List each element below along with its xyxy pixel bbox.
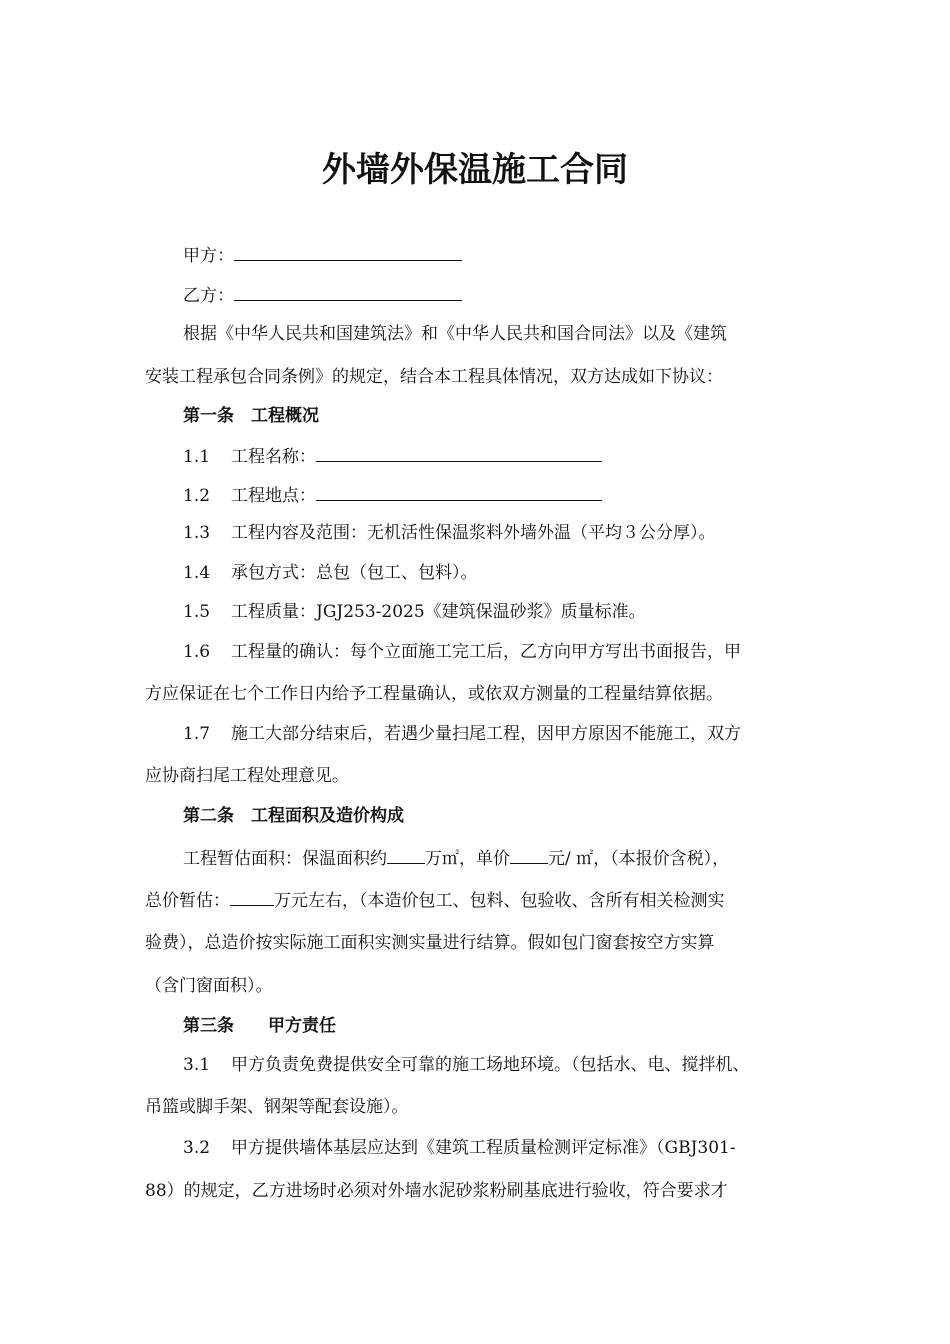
item-number: 1.3 bbox=[183, 523, 211, 543]
item-3-2 bbox=[183, 1138, 736, 1158]
item-number: 1.2 bbox=[183, 486, 211, 506]
article2-heading: 第二条 工程面积及造价构成 bbox=[183, 806, 404, 826]
party-b-line bbox=[183, 284, 462, 306]
item-3-1 bbox=[183, 1055, 750, 1075]
project-name-blank bbox=[316, 445, 602, 462]
unit-price-label: 万㎡，单价 bbox=[425, 849, 510, 869]
intro-line-1: 根据《中华人民共和国建筑法》和《中华人民共和国合同法》以及《建筑 bbox=[183, 324, 727, 344]
project-location-blank bbox=[316, 484, 602, 501]
item-text: 工程质量：JGJ253-2025《建筑保温砂浆》质量标准。 bbox=[231, 602, 646, 622]
item-1-7-continuation: 应协商扫尾工程处理意见。 bbox=[145, 766, 349, 786]
area-label: 工程暂估面积：保温面积约 bbox=[183, 849, 387, 869]
article1-heading: 第一条 工程概况 bbox=[183, 406, 319, 426]
item-1-3 bbox=[183, 523, 716, 543]
party-b-label: 乙方： bbox=[183, 286, 234, 306]
document-title: 外墙外保温施工合同 bbox=[322, 150, 628, 190]
item-1-5 bbox=[183, 602, 646, 622]
total-label: 总价暂估： bbox=[145, 891, 230, 911]
item-number: 1.6 bbox=[183, 642, 211, 662]
item-number: 1.5 bbox=[183, 602, 211, 622]
item-1-1 bbox=[183, 445, 602, 467]
item-text: 甲方提供墙体基层应达到《建筑工程质量检测评定标准》（GBJ301- bbox=[231, 1138, 736, 1158]
intro-line-2: 安装工程承包合同条例》的规定，结合本工程具体情况，双方达成如下协议： bbox=[145, 367, 723, 387]
item-text: 工程内容及范围：无机活性保温浆料外墙外温（平均３公分厚）。 bbox=[231, 523, 716, 543]
article2-line-3: 验费），总造价按实际施工面积实测实量进行结算。假如包门窗套按空方实算 bbox=[145, 933, 715, 953]
article2-line-1 bbox=[183, 847, 729, 869]
item-number: 1.1 bbox=[183, 447, 211, 467]
unit-price-blank bbox=[510, 847, 548, 864]
item-text: 工程地点： bbox=[231, 486, 316, 506]
item-text: 工程量的确认：每个立面施工完工后，乙方向甲方写出书面报告，甲 bbox=[231, 642, 741, 662]
total-text: 万元左右，（本造价包工、包料、包验收、含所有相关检测实 bbox=[274, 891, 725, 911]
item-1-4 bbox=[183, 563, 478, 583]
party-a-label: 甲方： bbox=[183, 246, 234, 266]
item-number: 3.1 bbox=[183, 1055, 211, 1075]
article2-line-2 bbox=[145, 889, 725, 911]
price-unit-text: 元/ ㎡，（本报价含税）， bbox=[548, 849, 730, 869]
article3-heading: 第三条 甲方责任 bbox=[183, 1016, 336, 1036]
item-3-2-continuation: 88）的规定，乙方进场时必须对外墙水泥砂浆粉刷基底进行验收，符合要求才 bbox=[145, 1181, 728, 1201]
item-number: 1.4 bbox=[183, 563, 211, 583]
party-a-blank bbox=[234, 244, 462, 261]
item-1-7 bbox=[183, 724, 741, 744]
item-text: 工程名称： bbox=[231, 447, 316, 467]
item-1-6 bbox=[183, 642, 741, 662]
party-b-blank bbox=[234, 284, 462, 301]
item-text: 承包方式：总包（包工、包料）。 bbox=[231, 563, 478, 583]
item-1-2 bbox=[183, 484, 602, 506]
item-3-1-continuation: 吊篮或脚手架、钢架等配套设施）。 bbox=[145, 1097, 409, 1117]
item-number: 1.7 bbox=[183, 724, 211, 744]
article2-line-4: （含门窗面积）。 bbox=[145, 976, 273, 996]
item-number: 3.2 bbox=[183, 1138, 211, 1158]
area-blank bbox=[387, 847, 425, 864]
item-text: 甲方负责免费提供安全可靠的施工场地环境。（包括水、电、搅拌机、 bbox=[231, 1055, 750, 1075]
item-text: 施工大部分结束后，若遇少量扫尾工程，因甲方原因不能施工，双方 bbox=[231, 724, 741, 744]
total-blank bbox=[230, 889, 274, 906]
item-1-6-continuation: 方应保证在七个工作日内给予工程量确认，或依双方测量的工程量结算依据。 bbox=[145, 684, 723, 704]
party-a-line bbox=[183, 244, 462, 266]
